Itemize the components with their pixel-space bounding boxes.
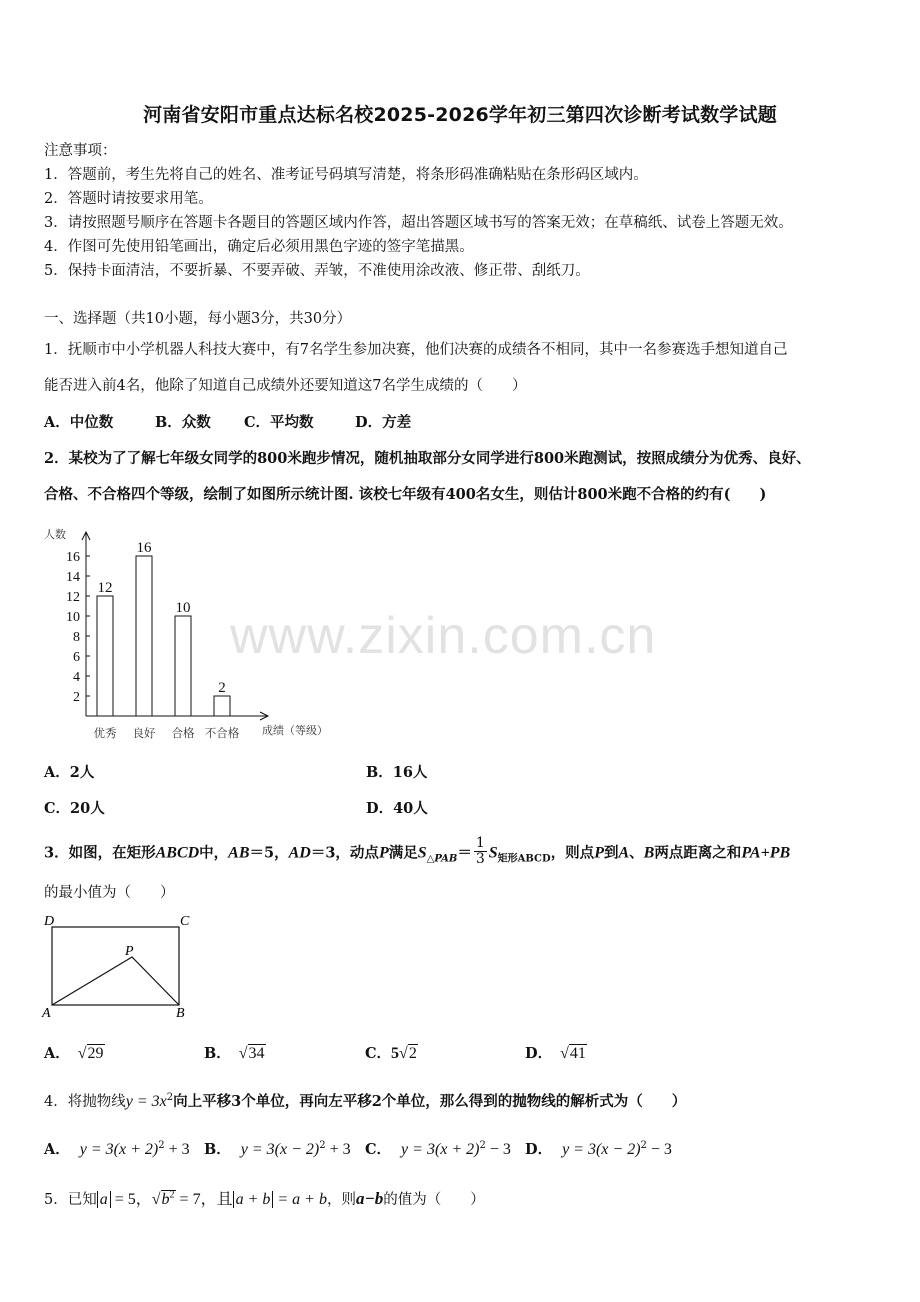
bar-value-label: 10 — [175, 600, 191, 616]
category-label: 优秀 — [93, 728, 117, 740]
q2-text-line1: 2．某校为了了解七年级女同学的800米跑步情况，随机抽取部分女同学进行800米跑测试，按照成绩分为优秀、良好、 — [44, 450, 811, 467]
bar-不合格 — [214, 696, 230, 716]
q3-option-c[interactable]: C．5√2 — [365, 1045, 417, 1062]
q2-option-b[interactable]: B．16人 — [366, 764, 428, 781]
note-item: 3．请按照题号顺序在答题卡各题目的答题区域内作答，超出答题区域书写的答案无效；在草稿纸、试卷上答题无效。 — [44, 215, 793, 231]
y-tick-label: 14 — [66, 570, 80, 585]
watermark: www.zixin.com.cn — [230, 607, 657, 665]
bar-良好 — [136, 556, 152, 716]
q3-option-d[interactable]: D． √41 — [525, 1045, 586, 1062]
y-tick-label: 12 — [66, 590, 80, 605]
note-item: 2．答题时请按要求用笔。 — [44, 191, 213, 207]
bar-value-label: 2 — [218, 680, 226, 696]
rectangle-figure — [40, 909, 200, 1024]
category-label: 合格 — [171, 728, 195, 740]
note-item: 5．保持卡面清洁，不要折暴、不要弄破、弄皱，不准使用涂改液、修正带、刮纸刀。 — [44, 263, 590, 279]
q4-option-c[interactable]: C． $y = 3(x + 2)^2 - 3$ — [365, 1140, 511, 1158]
notes-heading: 注意事项： — [44, 143, 117, 159]
label-b: B — [176, 1006, 185, 1021]
q2-text-line2: 合格、不合格四个等级，绘制了如图所示统计图. 该校七年级有400名女生，则估计800米跑不合格的约有( ) — [44, 486, 767, 503]
q3-option-b[interactable]: B． √34 — [204, 1045, 265, 1062]
y-axis-label: 人数 — [44, 529, 66, 541]
bar-value-label: 16 — [136, 540, 152, 556]
label-a: A — [42, 1006, 51, 1021]
q4-text: 4．将抛物线$y = 3x^2$向上平移3个单位，再向左平移2个单位，那么得到的抛物线的解析式为（ ） — [44, 1092, 687, 1110]
y-tick-label: 10 — [66, 610, 80, 625]
label-c: C — [180, 914, 190, 929]
q1-text-line2: 能否进入前4名，他除了知道自己成绩外还要知道这7名学生成绩的（ ） — [44, 378, 527, 394]
y-tick-label: 8 — [73, 630, 80, 645]
y-tick-label: 16 — [66, 550, 80, 565]
q2-option-a[interactable]: A．2人 — [44, 764, 95, 781]
q1-option-b[interactable]: B．众数 — [155, 414, 211, 431]
x-axis-label: 成绩（等级） — [262, 725, 328, 737]
category-label: 不合格 — [204, 728, 240, 740]
q2-option-d[interactable]: D．40人 — [366, 800, 428, 817]
category-label: 良好 — [132, 728, 156, 740]
page-title: 河南省安阳市重点达标名校2025-2026学年初三第四次诊断考试数学试题 — [143, 104, 777, 126]
triangle-pab — [52, 957, 179, 1005]
note-item: 1．答题前，考生先将自己的姓名、准考证号码填写清楚，将条形码准确粘贴在条形码区域内。 — [44, 167, 648, 183]
note-item: 4．作图可先使用铅笔画出，确定后必须用黑色字迹的签字笔描黑。 — [44, 239, 474, 255]
label-p: P — [125, 944, 134, 959]
q1-option-d[interactable]: D．方差 — [355, 414, 412, 431]
q5-text: 5．已知 a = 5，$√b^2 = 7$，且 a + b = a + b，则a−b的值为（ ） — [44, 1189, 485, 1208]
q1-option-c[interactable]: C．平均数 — [244, 414, 314, 431]
bar-value-label: 12 — [97, 580, 113, 596]
q4-option-a[interactable]: A． $y = 3(x + 2)^2 + 3$ — [44, 1140, 190, 1158]
y-tick-label: 2 — [73, 690, 80, 705]
q3-option-a[interactable]: A． √29 — [44, 1045, 104, 1062]
q3-text-line2: 的最小值为（ ） — [44, 885, 175, 901]
q4-option-b[interactable]: B． $y = 3(x - 2)^2 + 3$ — [204, 1140, 351, 1158]
q4-option-d[interactable]: D． $y = 3(x - 2)^2 - 3$ — [525, 1140, 672, 1158]
q1-option-a[interactable]: A．中位数 — [44, 414, 114, 431]
q2-option-c[interactable]: C．20人 — [44, 800, 105, 817]
chart-bars — [94, 540, 240, 740]
y-tick-label: 6 — [73, 650, 80, 665]
bar-合格 — [175, 616, 191, 716]
y-tick-label: 4 — [73, 670, 80, 685]
q1-text-line1: 1．抚顺市中小学机器人科技大赛中，有7名学生参加决赛，他们决赛的成绩各不相同，其中一名参赛选手想知道自己 — [44, 342, 788, 358]
bar-优秀 — [97, 596, 113, 716]
label-d: D — [44, 914, 55, 929]
section-heading: 一、选择题（共10小题，每小题3分，共30分） — [44, 311, 352, 327]
q3-text-line1: 3．如图，在矩形ABCD中，AB＝5，AD＝3，动点P满足$S_{\triangle PAB}=$ $\frac{1}{3}$ $S_{矩形ABCD}$，则点P到A、B两点距离之和PA+PB — [44, 835, 791, 867]
